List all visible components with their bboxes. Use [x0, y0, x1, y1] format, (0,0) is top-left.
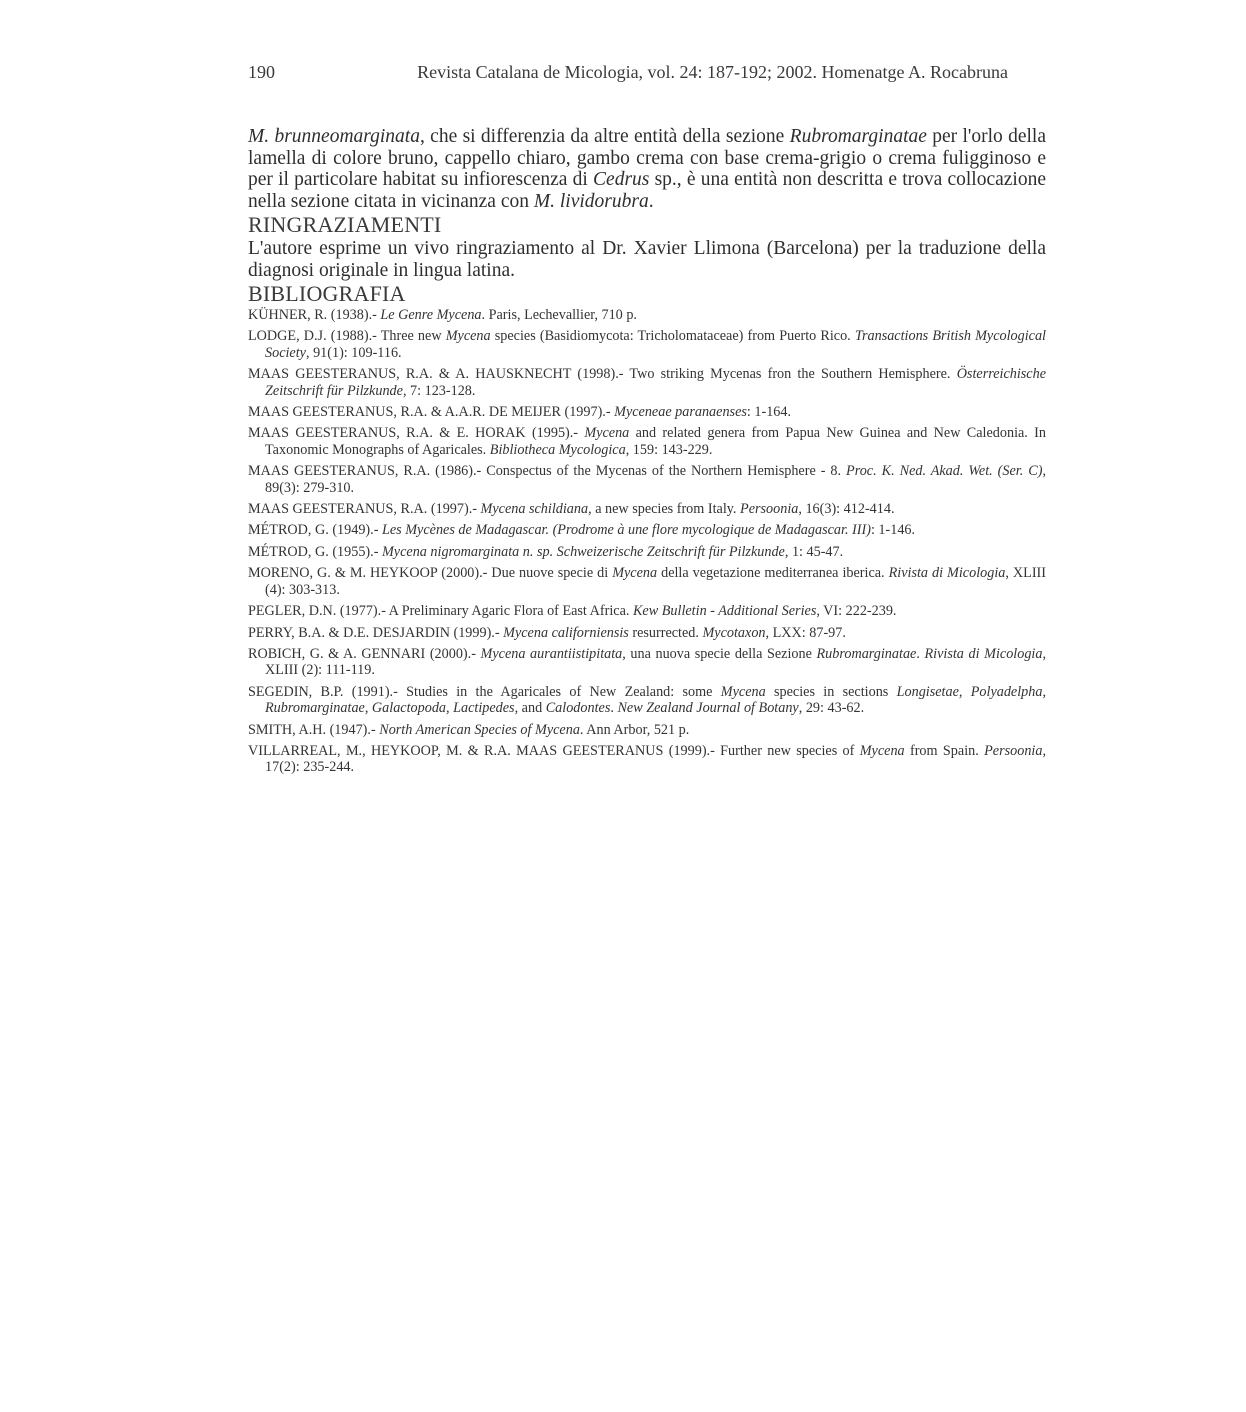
reference-text: , 7: 123-128. — [402, 382, 476, 399]
reference-list — [248, 307, 1046, 776]
taxon-name: M. lividorubra — [533, 190, 649, 212]
genus-name: Cedrus — [593, 169, 650, 190]
reference-item — [248, 743, 1046, 776]
reference-text: PERRY, B.A. & D.E. DESJARDIN (1999).- — [248, 624, 504, 641]
reference-text: and related genera from Papua New Guinea and New Caledonia. In Taxonomic Monographs of Agaricales. — [265, 425, 1047, 458]
reference-text: , 91(1): 109-116. — [305, 344, 402, 361]
reference-italic-text: New Zealand Journal of Botany — [617, 700, 799, 717]
reference-item — [248, 522, 1046, 538]
reference-italic-text: Proc. K. Ned. Akad. Wet. (Ser. C) — [846, 463, 1043, 480]
reference-text: MAAS GEESTERANUS, R.A. & E. HORAK (1995).- — [248, 425, 585, 442]
reference-italic-text: Persoonia — [740, 501, 799, 518]
reference-text: MÉTROD, G. (1955).- — [248, 543, 382, 560]
section-name: Rubromarginatae — [789, 126, 927, 147]
reference-text: , 29: 43-62. — [798, 700, 865, 717]
reference-text: MORENO, G. & M. HEYKOOP (2000).- Due nuove specie di — [248, 565, 613, 582]
reference-text: SMITH, A.H. (1947).- — [248, 721, 380, 738]
reference-item — [248, 603, 1046, 619]
reference-item — [248, 366, 1046, 399]
reference-text: , a new species from Italy. — [588, 501, 741, 518]
bibliography-heading: BIBLIOGRAFIA — [248, 281, 406, 306]
reference-italic-text: Rubromarginatae — [816, 645, 917, 662]
intro-text: . — [648, 190, 654, 212]
reference-text: resurrected. — [628, 624, 703, 641]
reference-text: , 16(3): 412-414. — [798, 501, 895, 518]
reference-italic-text: Mycena — [859, 742, 905, 759]
reference-italic-text: North American Species of Mycena — [379, 721, 580, 738]
reference-text: , una nuova specie della Sezione — [622, 645, 817, 662]
intro-text: per l'orlo della lamella di colore bruno, cappello chiaro, gambo crema con base crema-grigio o crema fuligginoso e per il particolare habitat su infiorescenza di — [248, 126, 1047, 190]
reference-item — [248, 328, 1046, 361]
reference-text: , 17(2): 235-244. — [265, 742, 1046, 776]
reference-italic-text: Mycena californiensis — [503, 624, 629, 641]
reference-italic-text: Mycotaxon — [702, 624, 766, 641]
reference-italic-text: Myceneae paranaenses — [614, 404, 747, 421]
reference-item — [248, 404, 1046, 420]
reference-text: MAAS GEESTERANUS, R.A. & A. HAUSKNECHT (1998).- Two striking Mycenas fron the Southern Hemisphere. — [248, 366, 957, 383]
reference-text: , XLIII (2): 111-119. — [265, 645, 1047, 679]
running-header — [248, 62, 1008, 88]
reference-item — [248, 501, 1046, 517]
reference-item — [248, 544, 1046, 560]
reference-item — [248, 722, 1046, 738]
reference-text: SEGEDIN, B.P. (1991).- Studies in the Agaricales of New Zealand: some — [248, 683, 721, 700]
intro-text: sp., è una entità non descritta e trova collocazione nella sezione citata in vicinanza con — [248, 169, 1046, 212]
reference-text: MÉTROD, G. (1949).- — [248, 522, 382, 539]
reference-text: , 89(3): 279-310. — [265, 463, 1046, 496]
acknowledgements-paragraph: L'autore esprime un vivo ringraziamento al Dr. Xavier Llimona (Barcelona) per la traduzione della diagnosi originale in lingua latina. — [248, 238, 1046, 281]
reference-italic-text: Longisetae, Polyadelpha, Rubromarginatae, Galactopoda, Lactipedes — [265, 683, 1046, 717]
reference-italic-text: Le Genre Mycena — [380, 307, 482, 323]
reference-text: from Spain. — [904, 742, 985, 759]
reference-italic-text: Mycena nigromarginata n. sp. Schweizerische Zeitschrift für Pilzkunde — [381, 543, 785, 560]
reference-text: LODGE, D.J. (1988).- Three new — [248, 328, 446, 345]
reference-italic-text: Calodontes — [545, 700, 611, 717]
reference-item — [248, 646, 1046, 679]
reference-item — [248, 625, 1046, 641]
reference-item — [248, 463, 1046, 496]
reference-text: della vegetazione mediterranea iberica. — [657, 565, 889, 582]
reference-italic-text: Kew Bulletin - Additional Series — [632, 603, 817, 620]
reference-text: . — [610, 700, 618, 717]
reference-text: MAAS GEESTERANUS, R.A. (1986).- Conspectus of the Mycenas of the Northern Hemisphere - 8. — [248, 463, 847, 480]
reference-italic-text: Persoonia — [984, 742, 1043, 759]
reference-text: : 1-146. — [870, 522, 916, 539]
reference-text: ROBICH, G. & A. GENNARI (2000).- — [248, 645, 481, 662]
reference-item — [248, 565, 1046, 598]
reference-text: , XLIII (4): 303-313. — [265, 565, 1047, 598]
reference-text: , and — [514, 700, 546, 717]
reference-italic-text: Mycena — [584, 425, 630, 442]
reference-text: , 159: 143-229. — [625, 441, 713, 458]
intro-paragraph — [248, 126, 1046, 212]
reference-text: species (Basidiomycota: Tricholomataceae) from Puerto Rico. — [490, 328, 855, 345]
reference-text: , VI: 222-239. — [816, 603, 897, 620]
reference-text: . — [916, 645, 925, 662]
reference-italic-text: Transactions British Mycological Society — [265, 328, 1047, 361]
reference-italic-text: Mycena — [445, 328, 491, 345]
reference-italic-text: Bibliotheca Mycologica — [489, 441, 626, 458]
reference-item — [248, 307, 1046, 323]
reference-text: species in sections — [765, 683, 897, 700]
running-title: Revista Catalana de Micologia, vol. 24: 187-192; 2002. Homenatge A. Rocabruna — [417, 62, 1008, 82]
reference-text: KÜHNER, R. (1938).- — [248, 307, 381, 323]
page-number: 190 — [248, 62, 275, 82]
reference-italic-text: Mycena aurantiistipitata — [480, 645, 623, 662]
reference-italic-text: Les Mycènes de Madagascar. (Prodrome à une flore mycologique de Madagascar. III) — [381, 522, 871, 539]
reference-text: , 1: 45-47. — [784, 543, 844, 560]
reference-text: . Ann Arbor, 521 p. — [579, 721, 690, 738]
reference-text: MAAS GEESTERANUS, R.A. (1997).- — [248, 501, 481, 518]
reference-italic-text: Rivista di Micologia — [924, 645, 1043, 662]
reference-text: VILLARREAL, M., HEYKOOP, M. & R.A. MAAS GEESTERANUS (1999).- Further new species of — [248, 742, 860, 759]
reference-text: , LXX: 87-97. — [765, 624, 846, 641]
reference-item — [248, 425, 1046, 458]
reference-text: . Paris, Lechevallier, 710 p. — [481, 307, 637, 323]
reference-text: MAAS GEESTERANUS, R.A. & A.A.R. DE MEIJER (1997).- — [248, 404, 615, 421]
acknowledgements-heading: RINGRAZIAMENTI — [248, 212, 442, 237]
reference-italic-text: Rivista di Micologia — [888, 565, 1006, 582]
intro-text: , che si differenzia da altre entità della sezione — [419, 126, 790, 147]
reference-text: PEGLER, D.N. (1977).- A Preliminary Agaric Flora of East Africa. — [248, 603, 633, 620]
reference-text: : 1-164. — [746, 404, 792, 421]
reference-item — [248, 684, 1046, 717]
reference-italic-text: Mycena schildiana — [480, 501, 589, 518]
reference-italic-text: Österreichische Zeitschrift für Pilzkunde — [265, 366, 1046, 399]
taxon-name: M. brunneomarginata — [248, 126, 420, 147]
reference-italic-text: Mycena — [720, 683, 766, 700]
reference-italic-text: Mycena — [612, 565, 658, 582]
page-content — [248, 126, 1046, 781]
